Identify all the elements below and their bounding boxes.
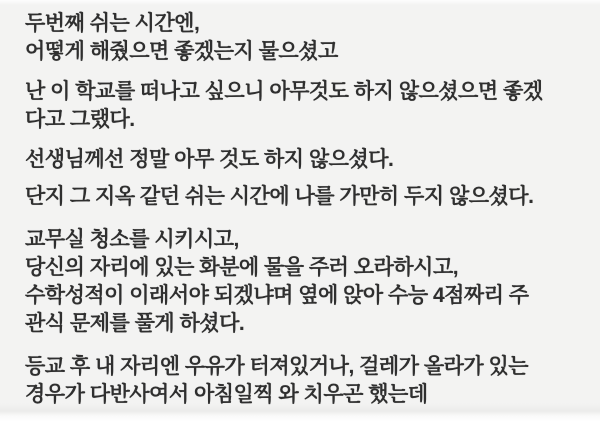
- paragraph: [25, 226, 582, 338]
- text-line: 관식 문제를 풀게 하셨다.: [25, 312, 245, 335]
- paragraph: [25, 146, 582, 174]
- text-line: 경우가 다반사여서 아침일찍 와 치우곤 했는데: [25, 383, 428, 406]
- text-line: 당신의 자리에 있는 화분에 물을 주러 오라하시고,: [25, 256, 459, 279]
- paragraph: [25, 353, 582, 409]
- text-line: 수학성적이 이래서야 되겠냐며 옆에 앉아 수능 4점짜리 주: [25, 284, 529, 307]
- text-line: 난 이 학교를 떠나고 싶으니 아무것도 하지 않으셨으면 좋겠: [25, 80, 543, 103]
- text-line: 단지 그 지옥 같던 쉬는 시간에 나를 가만히 두지 않으셨다.: [25, 185, 534, 208]
- text-line: 어떻게 해줬으면 좋겠는지 물으셨고: [25, 40, 338, 63]
- paragraph: [25, 10, 582, 66]
- paragraph: [25, 183, 582, 211]
- text-line: 다고 그랬다.: [25, 108, 135, 131]
- paragraph: [25, 78, 582, 134]
- text-line: 등교 후 내 자리엔 우유가 터져있거나, 걸레가 올라가 있는: [25, 355, 529, 378]
- text-line: 두번째 쉬는 시간엔,: [25, 12, 200, 35]
- text-line: 교무실 청소를 시키시고,: [25, 228, 239, 251]
- text-line: 선생님께선 정말 아무 것도 하지 않으셨다.: [25, 148, 394, 171]
